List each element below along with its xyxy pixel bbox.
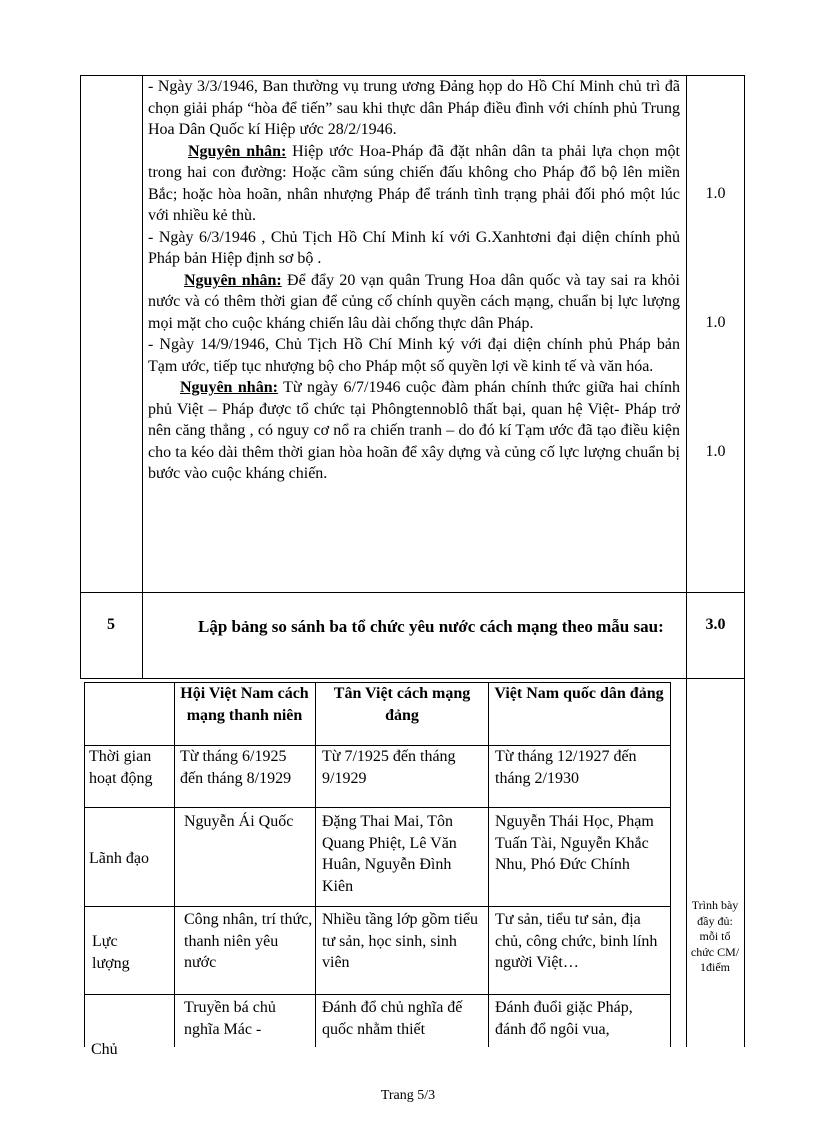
question-text: Lập bảng so sánh ba tổ chức yêu nước cách mạng theo mẫu sau: (198, 617, 664, 636)
table-header-vnclt: Hội Việt Nam cách mạng thanh niên (180, 685, 309, 724)
row-label-goal: Chủ (91, 1041, 118, 1058)
page-footer: Trang 5/3 (380, 1088, 436, 1103)
paragraph-cause-2: Nguyên nhân: Để đẩy 20 vạn quân Trung Hoa dân quốc và tay sai ra khỏi nước và có thêm thời gian để củng cố chính quyền cách mạng, chuẩn bị lực lượng mọi mặt cho cuộc kháng chiến lâu dài chống thực dân Pháp. (148, 271, 680, 332)
table-header-vnqdd: Việt Nam quốc dân đảng (494, 685, 664, 702)
table-cell: Đánh đuổi giặc Pháp, đánh đổ ngôi vua, (495, 999, 633, 1038)
paragraph-march-3: - Ngày 3/3/1946, Ban thường vụ trung ương Đảng họp do Hồ Chí Minh chủ trì đã chọn giải pháp “hòa để tiến” sau khi thực dân Pháp điều đình với chính phủ Trung Hoa Dân Quốc kí Hiệp ước 28/2/1946. (148, 78, 680, 138)
question-number: 5 (107, 616, 115, 633)
table-cell: Đặng Thai Mai, Tôn Quang Phiệt, Lê Văn Huân, Nguyễn Đình Kiên (322, 813, 457, 895)
paragraph-cause-3: Nguyên nhân: Từ ngày 6/7/1946 cuộc đàm phán chính thức giữa hai chính phủ Việt – Pháp được tổ chức tại Phôngtennoblô thất bại, quan hệ Việt- Pháp trở nên căng thẳng , có nguy cơ nổ ra chiến tranh – do đó kí Tạm ước đã tạo điều kiện cho ta kéo dài thêm thời gian hòa hoãn để xây dựng và củng cố lực lượng chuẩn bị bước vào cuộc kháng chiến. (148, 379, 680, 482)
paragraph-sept-14: - Ngày 14/9/1946, Chủ Tịch Hồ Chí Minh ký với đại diện chính phủ Pháp bản Tạm ước, tiếp tục nhượng bộ cho Pháp một số quyền lợi về kinh tế và văn hóa. (148, 336, 680, 375)
table-cell: Truyền bá chủ nghĩa Mác - (184, 999, 276, 1038)
cause-label: Nguyên nhân: (184, 271, 282, 289)
table-cell: Từ tháng 12/1927 đến tháng 2/1930 (495, 748, 637, 787)
table-cell: Tư sản, tiểu tư sản, địa chủ, công chức, binh lính người Việt… (495, 911, 658, 971)
table-cell: Đánh đổ chủ nghĩa đế quốc nhằm thiết (322, 999, 463, 1038)
score-1: 1.0 (705, 185, 726, 202)
section-4-text (148, 76, 680, 485)
table-cell: Từ tháng 6/1925 đến tháng 8/1929 (180, 748, 292, 787)
paragraph-march-6: - Ngày 6/3/1946 , Chủ Tịch Hồ Chí Minh kí với G.Xanhtơni đại diện chính phủ Pháp bản Hiệp định sơ bộ . (148, 228, 680, 267)
cause-label: Nguyên nhân: (180, 379, 278, 396)
table-cell: Nguyễn Thái Học, Phạm Tuấn Tài, Nguyễn Khắc Nhu, Phó Đức Chính (495, 813, 654, 873)
row-label-forces: Lực lượng (92, 933, 130, 972)
table-cell: Nhiều tầng lớp gồm tiểu tư sản, học sinh, sinh viên (322, 911, 478, 971)
paragraph-cause-1: Nguyên nhân: Hiệp ước Hoa-Pháp đã đặt nhân dân ta phải lựa chọn một trong hai con đường: Hoặc cầm súng chiến đấu không cho Pháp đổ bộ lên miền Bắc; hoặc hòa hoãn, nhân nhượng Pháp để tránh tình trạng phải đối phó một lúc với nhiều kẻ thù. (148, 142, 680, 224)
score-2: 1.0 (705, 314, 726, 331)
question-score: 3.0 (705, 616, 726, 633)
scoring-note: Trình bày đầy đủ: mỗi tổ chức CM/ 1điểm (690, 898, 740, 974)
table-header-tan-viet: Tân Việt cách mạng đảng (333, 685, 471, 724)
row-label-time: Thời gian hoạt động (89, 748, 153, 787)
table-cell: Từ 7/1925 đến tháng 9/1929 (322, 748, 456, 787)
table-cell: Nguyễn Ái Quốc (184, 813, 294, 830)
row-label-leaders: Lãnh đạo (89, 850, 149, 867)
score-3: 1.0 (705, 443, 726, 460)
cause-label: Nguyên nhân: (188, 142, 287, 160)
table-cell: Công nhân, trí thức, thanh niên yêu nước (184, 911, 313, 971)
